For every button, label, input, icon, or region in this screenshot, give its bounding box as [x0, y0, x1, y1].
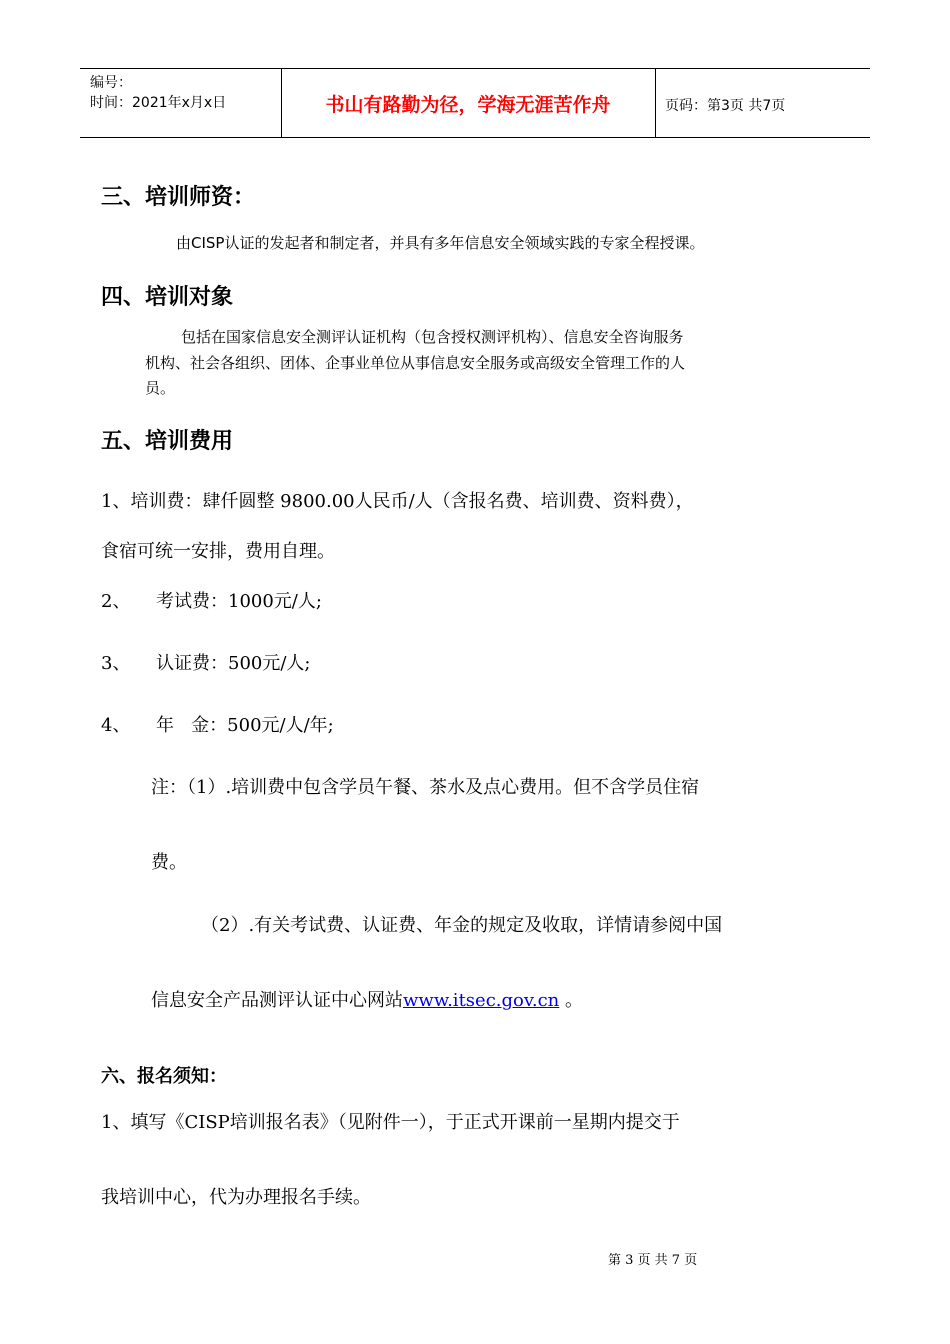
- note-1-cont: 费。: [151, 852, 187, 873]
- section-3-body: 由CISP认证的发起者和制定者，并具有多年信息安全领域实践的专家全程授课。: [176, 234, 705, 252]
- section-5-title: 五、培训费用: [101, 429, 234, 454]
- section-4-line: 机构、社会各组织、团体、企事业单位从事信息安全服务或高级安全管理工作的人: [145, 354, 686, 372]
- section-3-title: 三、培训师资：: [101, 185, 256, 210]
- section-4-title: 四、培训对象: [101, 285, 234, 310]
- fee-item-1-cont: 食宿可统一安排，费用自理。: [101, 541, 335, 562]
- section-6-title: 六、报名须知：: [101, 1066, 227, 1087]
- fee-item-3-num: 3、: [101, 653, 131, 674]
- header-meta: [90, 73, 226, 113]
- section-4-line: 包括在国家信息安全测评认证机构（包含授权测评机构）、信息安全咨询服务: [181, 328, 684, 346]
- page-footer: 第 3 页 共 7 页: [608, 1253, 698, 1268]
- fee-item-4: 年 金：500元/人/年;: [156, 715, 334, 736]
- note-2-cont: [151, 986, 583, 1012]
- number-label: 编号：: [90, 75, 132, 91]
- fee-item-2: 考试费：1000元/人;: [156, 591, 322, 612]
- fee-item-2-num: 2、: [101, 591, 131, 612]
- note-2-prefix: 信息安全产品测评认证中心网站: [151, 990, 403, 1011]
- header-page-info: 页码：第3页 共7页: [665, 98, 786, 114]
- document-header: [80, 68, 870, 138]
- header-motto: 书山有路勤为径，学海无涯苦作舟: [325, 93, 611, 116]
- note-2-suffix: 。: [559, 990, 584, 1011]
- registration-item-1-cont: 我培训中心，代为办理报名手续。: [101, 1187, 371, 1208]
- note-2: （2）.有关考试费、认证费、年金的规定及收取，详情请参阅中国: [201, 915, 723, 936]
- registration-item-1: 1、填写《CISP培训报名表》（见附件一），于正式开课前一星期内提交于: [101, 1112, 680, 1133]
- fee-item-1: 1、培训费：肆仟圆整 9800.00人民币/人（含报名费、培训费、资料费），: [101, 491, 694, 512]
- time-label: 时间：2021年x月x日: [90, 95, 227, 111]
- section-4-line: 员。: [145, 379, 176, 397]
- note-1: 注：（1）.培训费中包含学员午餐、茶水及点心费用。但不含学员住宿: [151, 777, 700, 798]
- fee-item-4-num: 4、: [101, 715, 131, 736]
- header-divider: [655, 69, 656, 137]
- fee-item-3: 认证费：500元/人;: [156, 653, 311, 674]
- website-link[interactable]: www.itsec.gov.cn: [403, 990, 560, 1011]
